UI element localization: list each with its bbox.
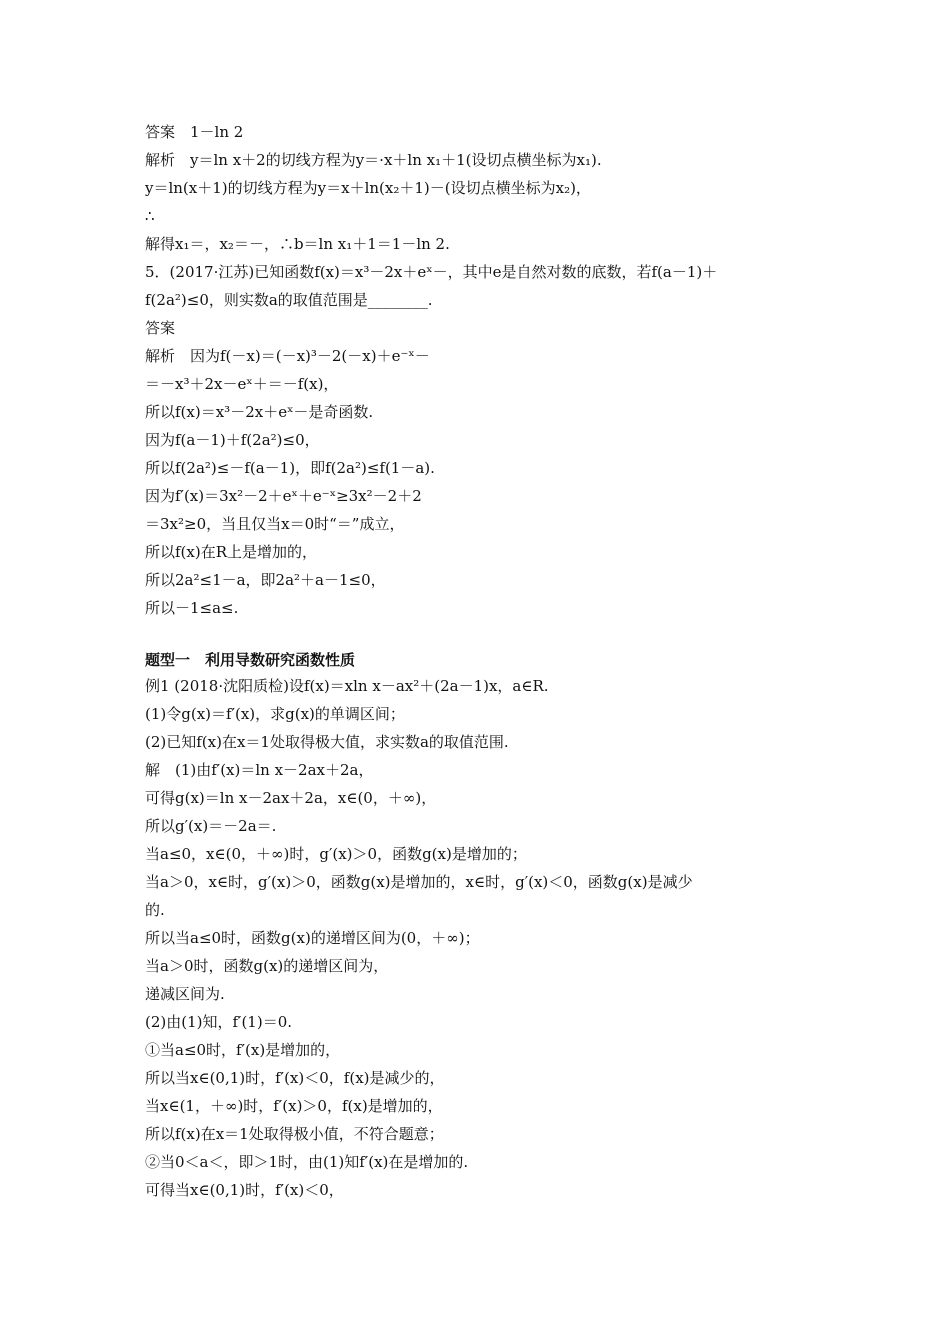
- text-line: 因为f(a－1)＋f(2a²)≤0，: [145, 431, 320, 449]
- text-line: 所以当x∈(0,1)时，f′(x)＜0，f(x)是减少的，: [145, 1069, 445, 1087]
- text-line: 所以f(x)＝x³－2x＋eˣ－是奇函数.: [145, 403, 374, 421]
- text-line: ＝－x³＋2x－eˣ＋＝－f(x)，: [145, 375, 339, 393]
- text-line: 递减区间为.: [145, 985, 225, 1003]
- problem-5-line: 5．(2017·江苏)已知函数f(x)＝x³－2x＋eˣ－，其中e是自然对数的底数，若f(a－1)＋: [145, 263, 718, 281]
- question-2-line: (2)已知f(x)在x＝1处取得极大值，求实数a的取值范围.: [145, 733, 509, 751]
- problem-5-line-2: f(2a²)≤0，则实数a的取值范围是________.: [145, 291, 433, 309]
- text-line: ＝3x²≥0，当且仅当x＝0时“＝”成立，: [145, 515, 405, 533]
- solution-line: 解 (1)由f′(x)＝ln x－2ax＋2a，: [145, 761, 374, 779]
- text-line: 可得当x∈(0,1)时，f′(x)＜0，: [145, 1181, 344, 1199]
- answer-line: 答案: [145, 319, 176, 337]
- text-line: 的.: [145, 901, 165, 919]
- question-1-line: (1)令g(x)＝f′(x)，求g(x)的单调区间；: [145, 705, 405, 723]
- section-heading: 题型一 利用导数研究函数性质: [145, 651, 356, 669]
- text-line: 所以f(x)在x＝1处取得极小值，不符合题意；: [145, 1125, 444, 1143]
- case-1-line: ①当a≤0时，f′(x)是增加的，: [145, 1041, 341, 1059]
- text-line: 解得x₁＝，x₂＝－，∴b＝ln x₁＋1＝1－ln 2.: [145, 235, 450, 253]
- text-line: 所以－1≤a≤.: [145, 599, 239, 617]
- text-line: 所以f(x)在R上是增加的，: [145, 543, 318, 561]
- text-line: 当x∈(1，＋∞)时，f′(x)＞0，f(x)是增加的，: [145, 1097, 443, 1115]
- text-line: 所以f(2a²)≤－f(a－1)，即f(2a²)≤f(1－a).: [145, 459, 435, 477]
- text-line: 所以g′(x)＝－2a＝.: [145, 817, 277, 835]
- text-line: 当a≤0，x∈(0，＋∞)时，g′(x)＞0，函数g(x)是增加的；: [145, 845, 527, 863]
- analysis-line: 解析 y＝ln x＋2的切线方程为y＝·x＋ln x₁＋1(设切点横坐标为x₁).: [145, 151, 602, 169]
- text-line: 所以当a≤0时，函数g(x)的递增区间为(0，＋∞)；: [145, 929, 480, 947]
- text-line: 可得g(x)＝ln x－2ax＋2a，x∈(0，＋∞)，: [145, 789, 437, 807]
- case-2-line: ②当0＜a＜，即＞1时，由(1)知f′(x)在是增加的.: [145, 1153, 469, 1171]
- part-2-line: (2)由(1)知，f′(1)＝0.: [145, 1013, 293, 1031]
- text-line: 当a＞0，x∈时，g′(x)＞0，函数g(x)是增加的，x∈时，g′(x)＜0，函数g(x)是减少: [145, 873, 693, 891]
- text-line: 因为f′(x)＝3x²－2＋eˣ＋e⁻ˣ≥3x²－2＋2: [145, 487, 422, 505]
- text-line: 所以2a²≤1－a，即2a²＋a－1≤0，: [145, 571, 386, 589]
- example-1-line: 例1 (2018·沈阳质检)设f(x)＝xln x－ax²＋(2a－1)x，a∈R.: [145, 677, 549, 695]
- analysis-line: 解析 因为f(－x)＝(－x)³－2(－x)＋e⁻ˣ－: [145, 347, 430, 365]
- therefore-line: ∴: [145, 207, 155, 225]
- text-line: y＝ln(x＋1)的切线方程为y＝x＋ln(x₂＋1)－(设切点横坐标为x₂)，: [145, 179, 591, 197]
- answer-line: 答案 1－ln 2: [145, 123, 244, 141]
- text-line: 当a＞0时，函数g(x)的递增区间为，: [145, 957, 389, 975]
